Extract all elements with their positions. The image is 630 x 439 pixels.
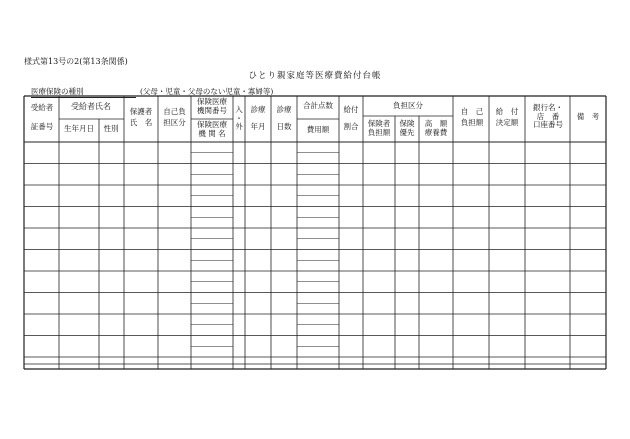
header-bank-account: 銀行名・ 店 番 口座番号 xyxy=(533,103,563,130)
header-treatment-month: 診療 年月 xyxy=(250,105,266,131)
header-insured-burden: 保険者 負担額 xyxy=(367,119,391,137)
header-cost-amount: 費用額 xyxy=(306,125,330,134)
insurance-type-note: (父母・児童・父母のない児童・寡婦等) xyxy=(140,87,274,96)
header-remarks: 備 考 xyxy=(576,112,600,121)
header-insurer-name: 保険医療 機 関 名 xyxy=(197,120,227,138)
header-self-burden-class: 自己負 担区分 xyxy=(163,107,186,127)
header-insurance-priority: 保険 優先 xyxy=(399,119,415,137)
header-total-points: 合計点数 xyxy=(303,101,333,110)
header-self-burden-amount: 自 己 負担額 xyxy=(460,107,484,127)
header-recipient-name: 受給者氏名 xyxy=(71,102,111,111)
header-insurer-number: 保険医療 機関番号 xyxy=(197,97,227,115)
ledger-title: ひとり親家庭等医療費給付台帳 xyxy=(248,71,382,81)
header-high-cost: 高 額 療養費 xyxy=(424,119,448,137)
form-number-label: 様式第13号の2(第13条関係) xyxy=(24,57,128,66)
insurance-type-label: 医療保険の種別 xyxy=(31,88,136,98)
header-birth-date: 生年月日 xyxy=(64,124,94,133)
header-benefit-decision: 給 付 決定額 xyxy=(495,107,519,127)
header-recipient-cert: 受給者 証番号 xyxy=(30,103,54,131)
header-benefit-ratio: 給付 割合 xyxy=(343,105,359,131)
header-treatment-days: 診療 日数 xyxy=(276,105,292,131)
header-inpatient-outpatient: 入 ・ 外 xyxy=(235,105,243,132)
header-burden-class: 負担区分 xyxy=(393,101,423,110)
header-gender: 性別 xyxy=(103,124,119,133)
header-guardian-name: 保護者 氏 名 xyxy=(129,107,153,127)
